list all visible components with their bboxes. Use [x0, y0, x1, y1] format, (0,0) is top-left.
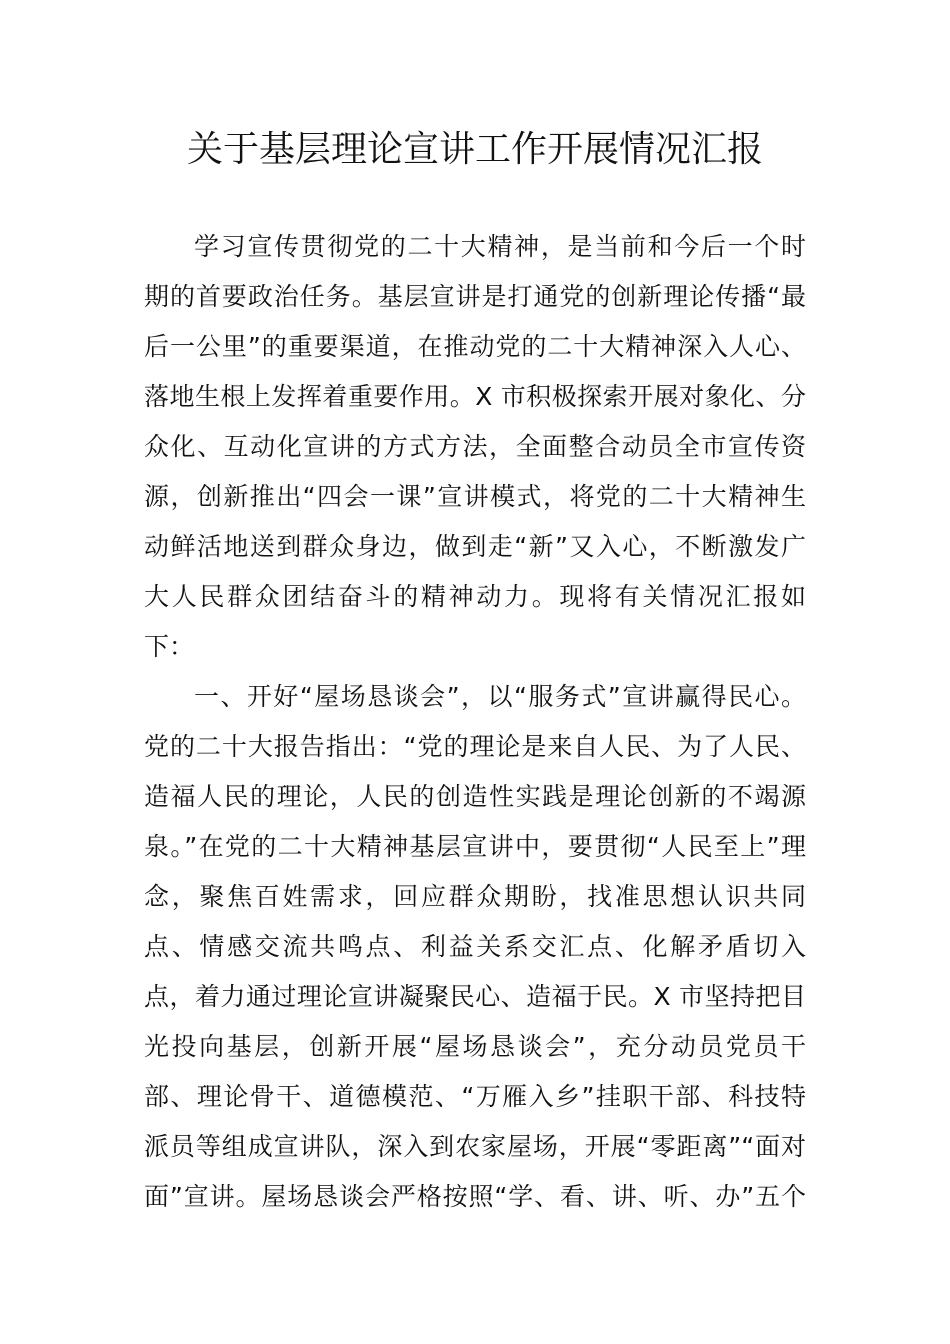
- paragraph-2-line-8: 光投向基层，创新开展“屋场恳谈会”，充分动员党员干: [144, 1032, 806, 1061]
- paragraph-1-line-2: 期的首要政治任务。基层宣讲是打通党的创新理论传播“最: [144, 282, 806, 311]
- paragraph-2-line-9: 部、理论骨干、道德模范、“万雁入乡”挂职干部、科技特: [144, 1082, 806, 1111]
- paragraph-1-line-5: 众化、互动化宣讲的方式方法，全面整合动员全市宣传资: [144, 432, 806, 461]
- paragraph-2-line-10: 派员等组成宣讲队，深入到农家屋场，开展“零距离”“面对: [144, 1132, 806, 1161]
- paragraph-1-line-1: 学习宣传贯彻党的二十大精神，是当前和今后一个时: [194, 232, 806, 261]
- paragraph-1-line-3: 后一公里”的重要渠道，在推动党的二十大精神深入人心、: [144, 332, 806, 361]
- document-title: 关于基层理论宣讲工作开展情况汇报: [186, 129, 763, 170]
- paragraph-2-line-2: 党的二十大报告指出：“党的理论是来自人民、为了人民、: [144, 732, 806, 761]
- paragraph-1-line-4: 落地生根上发挥着重要作用。X 市积极探索开展对象化、分: [144, 382, 806, 411]
- paragraph-2-heading-line: 一、开好“屋场恳谈会”，以“服务式”宣讲赢得民心。: [194, 682, 806, 711]
- paragraph-1-line-6: 源，创新推出“四会一课”宣讲模式，将党的二十大精神生: [144, 482, 806, 511]
- paragraph-1-line-7: 动鲜活地送到群众身边，做到走“新”又入心，不断激发广: [144, 532, 806, 561]
- paragraph-2-line-6: 点、情感交流共鸣点、利益关系交汇点、化解矛盾切入: [144, 932, 806, 961]
- paragraph-2-line-3: 造福人民的理论，人民的创造性实践是理论创新的不竭源: [144, 782, 806, 811]
- paragraph-2-line-11: 面”宣讲。屋场恳谈会严格按照“学、看、讲、听、办”五个: [144, 1182, 806, 1211]
- paragraph-1-line-8: 大人民群众团结奋斗的精神动力。现将有关情况汇报如: [144, 582, 806, 611]
- paragraph-2-line-7: 点，着力通过理论宣讲凝聚民心、造福于民。X 市坚持把目: [144, 982, 806, 1011]
- paragraph-1-line-9: 下：: [144, 632, 195, 661]
- paragraph-2-line-5: 念，聚焦百姓需求，回应群众期盼，找准思想认识共同: [144, 882, 806, 911]
- paragraph-2-line-4: 泉。”在党的二十大精神基层宣讲中，要贯彻“人民至上”理: [144, 832, 806, 861]
